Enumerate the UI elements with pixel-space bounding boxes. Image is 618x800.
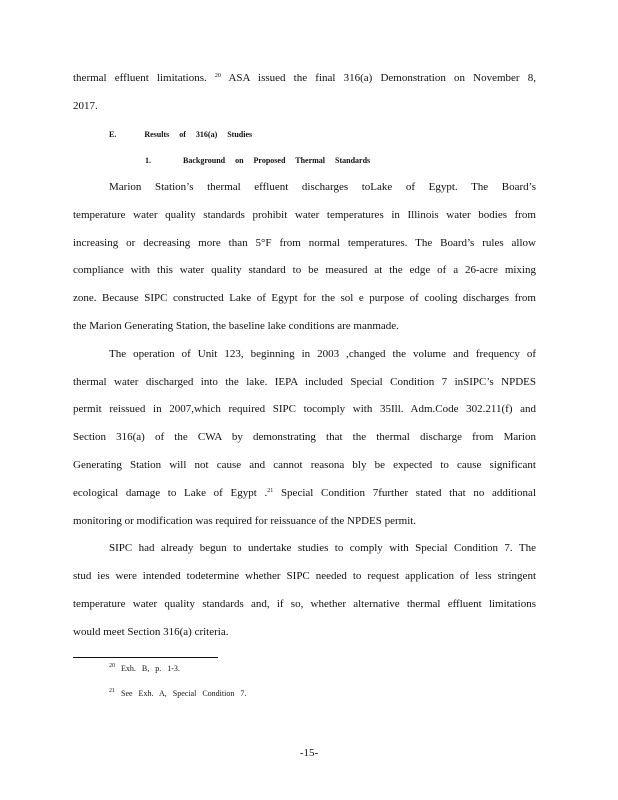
subsection-heading	[145, 155, 370, 167]
body-line: 2017.	[73, 100, 98, 112]
body-line: permit reissued in 2007,which required SIPC tocomply with 35Ill. Adm.Code 302.211(f) and	[73, 403, 536, 415]
body-line: stud ies were intended todetermine whether SIPC needed to request application of less stringent	[73, 570, 536, 582]
footnote: $^{20}$ Exh. B, p. 1-3.	[109, 663, 180, 673]
subsection-number: 1.	[145, 156, 151, 165]
body-line: zone. Because SIPC constructed Lake of Egypt for the sol e purpose of cooling discharges from	[73, 292, 536, 304]
body-line: Generating Station will not cause and cannot reasona bly be expected to cause significant	[73, 459, 536, 471]
body-line: Marion Station’s thermal effluent discharges toLake of Egypt. The Board’s	[109, 181, 536, 193]
footnote-ref: 21	[267, 488, 274, 494]
body-line: thermal water discharged into the lake. IEPA included Special Condition 7 inSIPC’s NPDES	[73, 376, 536, 388]
page-number: -15-	[299, 747, 319, 759]
section-letter: E.	[109, 130, 117, 139]
body-line: would meet Section 316(a) criteria.	[73, 626, 229, 638]
body-line: temperature water quality standards prohibit water temperatures in Illinois water bodies from	[73, 209, 536, 221]
body-line: ecological damage to Lake of Egypt .$^{21}$ Special Condition 7further stated that no additional	[73, 487, 536, 499]
footnote-marker: 20	[109, 663, 115, 669]
body-line: increasing or decreasing more than 5°F from normal temperatures. The Board’s rules allow	[73, 237, 536, 249]
body-line: compliance with this water quality standard to be measured at the edge of a 26-acre mixing	[73, 264, 536, 276]
body-line: thermal effluent limitations. $^{20}$ ASA issued the final 316(a) Demonstration on November 8,	[73, 72, 536, 84]
body-line: The operation of Unit 123, beginning in 2003 ,changed the volume and frequency of	[109, 348, 536, 360]
footnote-marker: 21	[109, 688, 115, 694]
subsection-title: Background on Proposed Thermal Standards	[183, 156, 371, 165]
body-line: SIPC had already begun to undertake studies to comply with Special Condition 7. The	[109, 542, 536, 554]
body-line: the Marion Generating Station, the baseline lake conditions are manmade.	[73, 320, 399, 332]
footnote: $^{21}$ See Exh. A, Special Condition 7.	[109, 688, 247, 698]
section-heading	[109, 129, 252, 141]
footnote-ref: 20	[214, 73, 221, 79]
body-line: monitoring or modification was required for reissuance of the NPDES permit.	[73, 515, 417, 527]
section-title: Results of 316(a) Studies	[144, 130, 253, 139]
body-line: temperature water quality standards and, if so, whether alternative thermal effluent limitations	[73, 598, 536, 610]
body-line: Section 316(a) of the CWA by demonstrating that the thermal discharge from Marion	[73, 431, 536, 443]
footnote-divider	[73, 657, 218, 658]
